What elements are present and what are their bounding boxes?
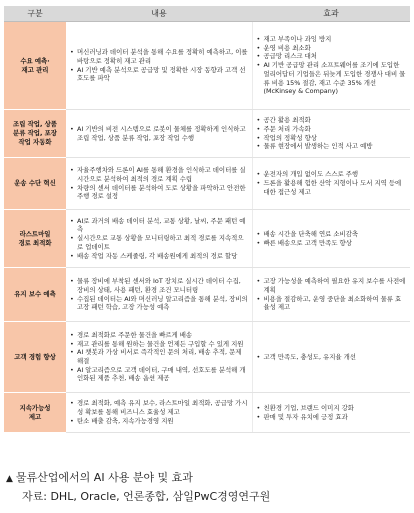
bullet-item: • 공간 활용 최적화 bbox=[256, 116, 408, 125]
content-bullet-list bbox=[69, 217, 249, 261]
row-effect bbox=[252, 393, 410, 433]
effect-bullet-list bbox=[256, 353, 408, 362]
effect-bullet-list bbox=[256, 404, 408, 421]
row-category: 조립 작업, 상품 분류 작업, 포장 작업 자동화 bbox=[4, 110, 66, 158]
bullet-item: • 배송 작업 자동 스케줄링, 각 배송원에게 최적의 경로 할당 bbox=[69, 252, 249, 261]
row-content bbox=[66, 158, 252, 210]
row-content bbox=[66, 393, 252, 433]
bullet-item: • 비용을 절감하고, 운영 중단을 최소화하여 물류 효율성 제고 bbox=[256, 295, 408, 312]
content-bullet-list bbox=[69, 125, 249, 142]
effect-bullet-list bbox=[256, 35, 408, 96]
row-content bbox=[66, 110, 252, 158]
source-note: 자료: DHL, Oracle, 언론종합, 삼일PwC경영연구원 bbox=[22, 490, 271, 503]
content-bullet-list bbox=[69, 331, 249, 383]
table-row bbox=[4, 158, 410, 210]
row-content bbox=[66, 268, 252, 322]
table-header-row bbox=[4, 6, 410, 22]
effect-bullet-list bbox=[256, 170, 408, 196]
bullet-item: • 작업의 정확성 향상 bbox=[256, 134, 408, 143]
bullet-item: • 주문 처리 가속화 bbox=[256, 125, 408, 134]
bullet-item: • AI 챗봇과 가상 비서로 즉각적인 문의 처리, 배송 추적, 문제 해결 bbox=[69, 348, 249, 365]
bullet-item: • 드론을 활용해 험한 산악 지형이나 도서 지역 등에 대한 접근성 제고 bbox=[256, 179, 408, 196]
row-category: 지속가능성 제고 bbox=[4, 393, 66, 433]
bullet-item: • AI 알고리즘으로 고객 데이터, 구매 내역, 선호도를 분석해 개인화된 제품 추천, 배송 옵션 제공 bbox=[69, 366, 249, 383]
header-content: 내용 bbox=[66, 6, 252, 22]
bullet-item: • 물류 현장에서 발생하는 인적 사고 예방 bbox=[256, 142, 408, 151]
row-effect bbox=[252, 22, 410, 110]
bullet-item: • AI 기반의 비전 시스템으로 로봇이 물체를 정확하게 인식하고 조립 작업, 상품 분류 작업, 포장 작업 수행 bbox=[69, 125, 249, 142]
row-content bbox=[66, 22, 252, 110]
bullet-item: • AI 기반 공급망 관리 소프트웨어를 조기에 도입한 얼리어답터 기업들은 뒤늦게 도입한 경쟁사 대비 물류 비용 15% 절감, 재고 수준 35% 개선(McKinsey & Company) bbox=[256, 61, 408, 96]
effect-bullet-list bbox=[256, 230, 408, 247]
effect-bullet-list bbox=[256, 277, 408, 312]
row-category: 운송 수단 혁신 bbox=[4, 158, 66, 210]
bullet-item: • 자율주행차와 드론이 AI를 통해 환경을 인식하고 데이터를 실시간으로 분석하여 최적의 경로 계획 수립 bbox=[69, 166, 249, 183]
bullet-item: • 머신러닝과 데이터 분석을 통해 수요를 정확히 예측하고, 이를 바탕으로 정확히 재고 관리 bbox=[69, 48, 249, 65]
row-effect bbox=[252, 210, 410, 268]
table-row bbox=[4, 22, 410, 110]
header-effect: 효과 bbox=[252, 6, 410, 22]
bullet-item: • 탄소 배출 감축, 지속가능경영 지원 bbox=[69, 417, 249, 426]
table-row bbox=[4, 322, 410, 393]
caption-title: 물류산업에서의 AI 사용 분야 및 효과 bbox=[15, 471, 193, 484]
header-category: 구분 bbox=[4, 6, 66, 22]
table-row bbox=[4, 210, 410, 268]
table-row bbox=[4, 110, 410, 158]
bullet-item: • 공급망 리스크 대처 bbox=[256, 52, 408, 61]
content-bullet-list bbox=[69, 48, 249, 83]
bullet-item: • AI 기반 예측 분석으로 공급망 및 정확한 시장 동향과 고객 선호도를 파악 bbox=[69, 66, 249, 83]
bullet-item: • 운영 비용 최소화 bbox=[256, 44, 408, 53]
table-row bbox=[4, 268, 410, 322]
bullet-item: • 실시간으로 교통 상황을 모니터링하고 최적 경로를 지속적으로 업데이트 bbox=[69, 234, 249, 251]
bullet-item: • 고장 가능성을 예측하여 필요한 유지 보수를 사전에 계획 bbox=[256, 277, 408, 294]
row-category: 고객 경험 향상 bbox=[4, 322, 66, 393]
row-category: 수요 예측· 재고 관리 bbox=[4, 22, 66, 110]
bullet-item: • 운전자의 개입 없이도 스스로 주행 bbox=[256, 170, 408, 179]
content-bullet-list bbox=[69, 399, 249, 425]
bullet-item: • 빠른 배송으로 고객 만족도 향상 bbox=[256, 239, 408, 248]
row-effect bbox=[252, 110, 410, 158]
row-effect bbox=[252, 322, 410, 393]
content-bullet-list bbox=[69, 166, 249, 201]
row-category: 라스트마일 경로 최적화 bbox=[4, 210, 66, 268]
bullet-item: • 친환경 기업, 브랜드 이미지 강화 bbox=[256, 404, 408, 413]
effect-bullet-list bbox=[256, 116, 408, 151]
bullet-item: • 물류 장비에 부착된 센서와 IoT 장치로 실시간 데이터 수집, 장비의 상태, 사용 패턴, 환경 조건 모니터링 bbox=[69, 277, 249, 294]
bullet-item: • 배송 시간을 단축해 연료 소비감축 bbox=[256, 230, 408, 239]
content-bullet-list bbox=[69, 277, 249, 312]
bullet-item: • 재고 관리를 통해 원하는 물건을 언제든 구입할 수 있게 지원 bbox=[69, 340, 249, 349]
ai-logistics-table bbox=[4, 6, 410, 433]
row-effect bbox=[252, 158, 410, 210]
bullet-item: • 경로 최적화, 예측 유지 보수, 라스트마일 최적화, 공급망 가시성 확보를 통해 비즈니스 효율성 제고 bbox=[69, 399, 249, 416]
bullet-item: • 판매 및 투자 유치에 긍정 효과 bbox=[256, 413, 408, 422]
bullet-item: • 수집된 데이터는 AI와 머신러닝 알고리즘을 통해 분석, 장비의 고장 패턴 학습, 고장 가능성 예측 bbox=[69, 295, 249, 312]
bullet-item: • 고객 만족도, 충성도, 유지율 개선 bbox=[256, 353, 408, 362]
row-content bbox=[66, 322, 252, 393]
table-row bbox=[4, 393, 410, 433]
row-content bbox=[66, 210, 252, 268]
figure-caption bbox=[6, 470, 193, 487]
bullet-item: • 차량의 센서 데이터를 분석하여 도로 상황을 파악하고 안전한 주행 경로 설정 bbox=[69, 184, 249, 201]
triangle-marker-icon: ▲ bbox=[6, 474, 13, 484]
bullet-item: • 재고 부족이나 과잉 방지 bbox=[256, 35, 408, 44]
bullet-item: • 경로 최적화로 주문한 물건을 빠르게 배송 bbox=[69, 331, 249, 340]
bullet-item: • AI로 과거의 배송 데이터 분석, 교통 상황, 날씨, 주문 패턴 예측 bbox=[69, 217, 249, 234]
row-category: 유지 보수 예측 bbox=[4, 268, 66, 322]
row-effect bbox=[252, 268, 410, 322]
